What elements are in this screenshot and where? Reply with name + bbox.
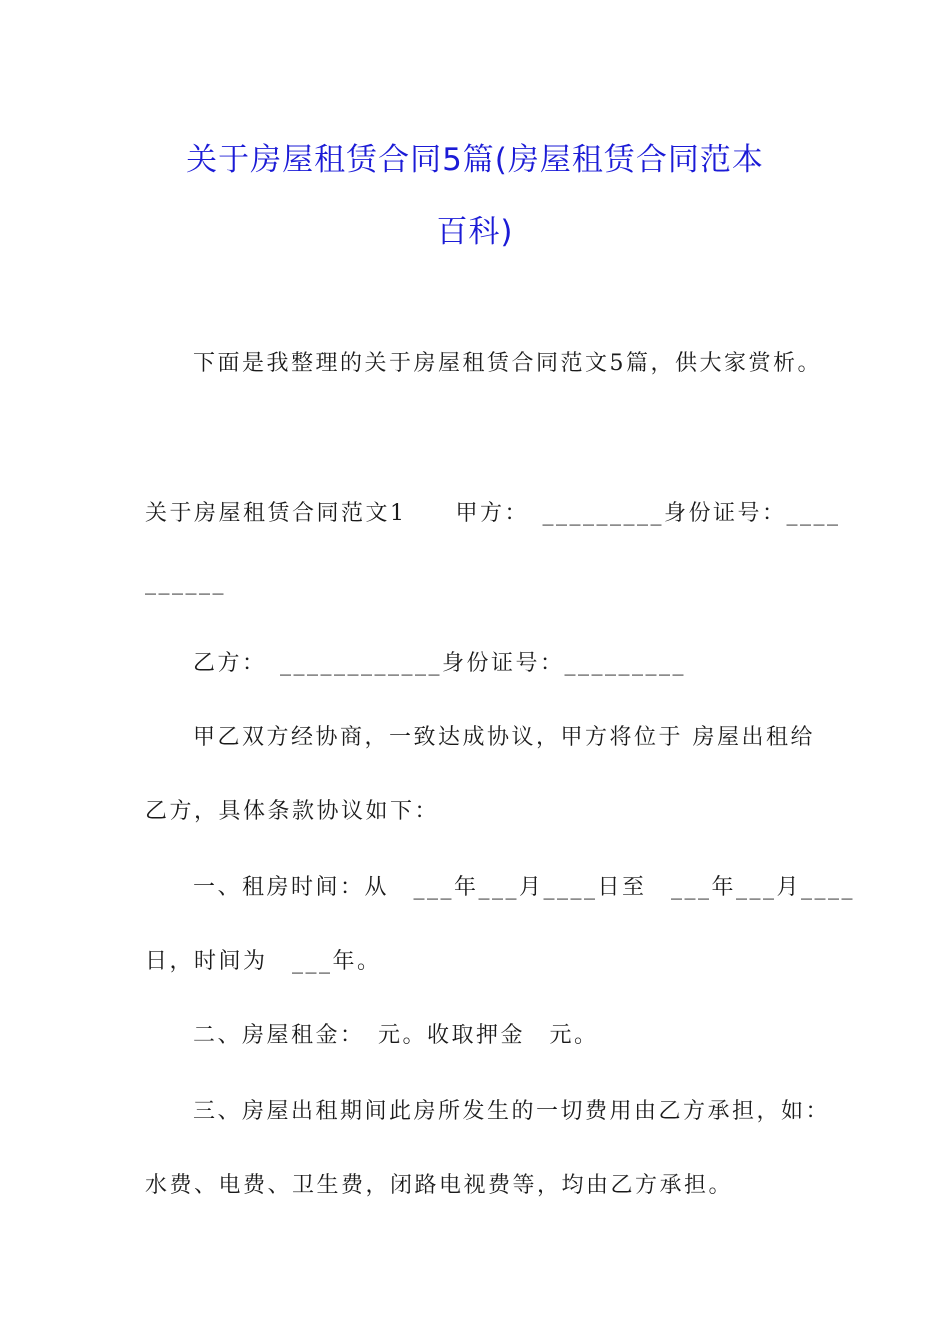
clause-2-line: 二、房屋租金： 元。收取押金 元。: [193, 1023, 599, 1048]
document-title-line-2: 百科): [436, 214, 514, 250]
contract-heading-party-a: 关于房屋租赁合同范文1 甲方： _________身份证号：____: [145, 501, 841, 526]
agreement-paragraph-line-2: 乙方，具体条款协议如下：: [145, 799, 440, 824]
party-b-line: 乙方： ____________身份证号：_________: [193, 651, 687, 676]
document-title-line-1: 关于房屋租赁合同5篇(房屋租赁合同范本: [186, 142, 764, 178]
party-a-id-continuation: ______: [145, 570, 226, 595]
agreement-paragraph-line-1: 甲乙双方经协商，一致达成协议，甲方将位于 房屋出租给: [193, 725, 815, 750]
clause-1-line-2: 日，时间为 ___年。: [145, 949, 382, 974]
intro-paragraph: 下面是我整理的关于房屋租赁合同范文5篇，供大家赏析。: [193, 351, 822, 376]
clause-3-line-2: 水费、电费、卫生费，闭路电视费等，均由乙方承担。: [145, 1173, 734, 1198]
clause-1-line-1: 一、租房时间：从 ___年___月____日至 ___年___月____: [193, 875, 856, 900]
clause-3-line-1: 三、房屋出租期间此房所发生的一切费用由乙方承担，如：: [193, 1099, 831, 1124]
